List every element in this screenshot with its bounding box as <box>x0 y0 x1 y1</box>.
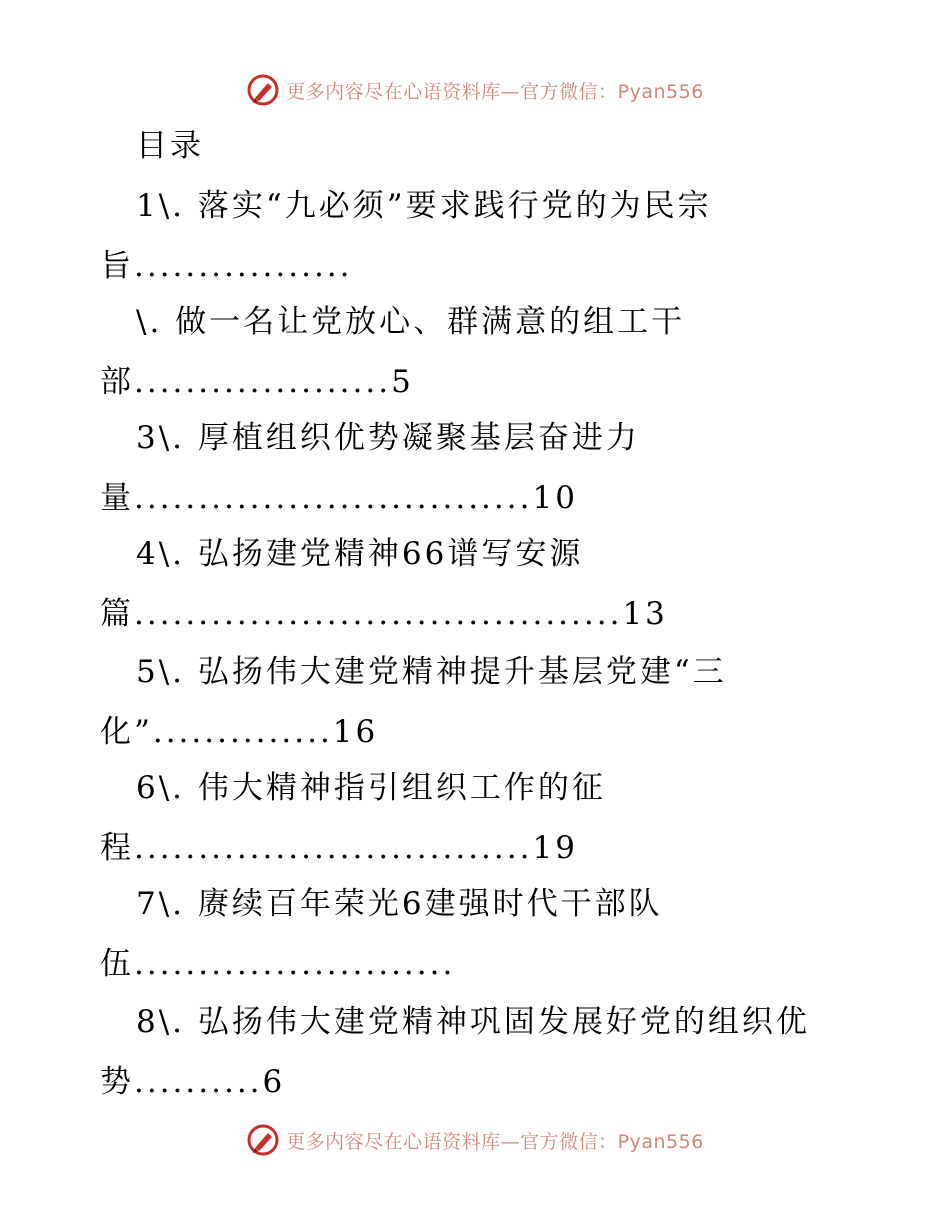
toc-entry-tail: 化”..............16 <box>100 714 379 750</box>
toc-entry-title: 4\. 弘扬建党精神66谱写安源 <box>136 536 584 572</box>
toc-entry-title: 1\. 落实“九必须”要求践行党的为民宗 <box>136 188 712 224</box>
watermark-text: 更多内容尽在心语资料库—官方微信：Pyan556 <box>286 80 704 103</box>
toc-entry-title: 6\. 伟大精神指引组织工作的征 <box>136 770 606 806</box>
toc-entry-tail: 旨................. <box>100 248 353 284</box>
toc-entry-title: 3\. 厚植组织优势凝聚基层奋进力 <box>136 420 640 456</box>
header-watermark <box>0 70 950 110</box>
footer-watermark <box>0 1120 950 1160</box>
toc-entry-tail: 量...............................10 <box>100 480 578 516</box>
toc-entry-title: 5\. 弘扬伟大建党精神提升基层党建“三 <box>136 654 727 690</box>
toc-entry-title: \. 做一名让党放心、群满意的组工干 <box>136 304 686 340</box>
toc-entry-tail: 伍......................... <box>100 946 456 982</box>
toc-entry-tail: 部....................5 <box>100 364 414 400</box>
toc-entry-tail: 程...............................19 <box>100 830 578 866</box>
toc-entry-title: 8\. 弘扬伟大建党精神巩固发展好党的组织优 <box>136 1004 810 1040</box>
toc-heading: 目录 <box>136 128 204 164</box>
toc-entry-tail: 篇......................................13 <box>100 596 668 632</box>
watermark-text: 更多内容尽在心语资料库—官方微信：Pyan556 <box>286 1130 704 1153</box>
pen-logo-icon <box>246 73 280 107</box>
toc-entry-title: 7\. 赓续百年荣光6建强时代干部队 <box>136 886 663 922</box>
toc-entry-tail: 势..........6 <box>100 1064 286 1100</box>
pen-logo-icon <box>246 1123 280 1157</box>
